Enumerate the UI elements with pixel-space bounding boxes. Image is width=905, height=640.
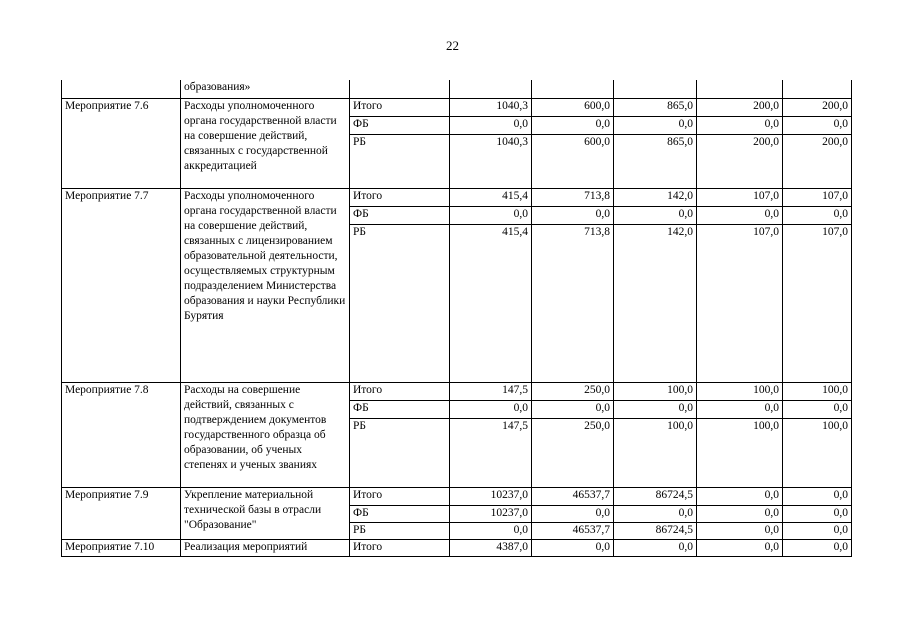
amount-cell: 865,0 xyxy=(614,98,697,116)
amount-cell: 0,0 xyxy=(697,505,783,522)
amount-cell: 0,0 xyxy=(697,522,783,539)
page-number: 22 xyxy=(446,38,459,53)
amount-cell: 713,8 xyxy=(532,188,614,206)
event-name-cell: Расходы уполномоченного органа государственной власти на совершение действий, связанных с государственной аккредитацией xyxy=(181,98,350,188)
amount-cell: 0,0 xyxy=(450,206,532,224)
amount-cell: 0,0 xyxy=(697,539,783,556)
amount-cell: 0,0 xyxy=(450,116,532,134)
amount-cell: 1040,3 xyxy=(450,134,532,188)
funding-source-cell: Итого xyxy=(350,539,450,556)
table-row xyxy=(62,487,852,505)
amount-cell: 142,0 xyxy=(614,188,697,206)
funding-source-cell: Итого xyxy=(350,188,450,206)
amount-cell: 0,0 xyxy=(697,487,783,505)
amount-cell: 100,0 xyxy=(783,382,852,400)
amount-cell: 0,0 xyxy=(614,539,697,556)
value-cell xyxy=(614,80,697,98)
amount-cell: 0,0 xyxy=(783,522,852,539)
amount-cell: 0,0 xyxy=(614,505,697,522)
amount-cell: 0,0 xyxy=(450,400,532,418)
amount-cell: 865,0 xyxy=(614,134,697,188)
amount-cell: 0,0 xyxy=(783,116,852,134)
amount-cell: 415,4 xyxy=(450,224,532,382)
amount-cell: 0,0 xyxy=(783,539,852,556)
event-cell xyxy=(62,80,181,98)
amount-cell: 0,0 xyxy=(697,400,783,418)
amount-cell: 10237,0 xyxy=(450,487,532,505)
amount-cell: 0,0 xyxy=(532,400,614,418)
funding-source-cell: РБ xyxy=(350,418,450,487)
source-cell xyxy=(350,80,450,98)
table-row xyxy=(62,382,852,400)
event-id-cell: Мероприятие 7.9 xyxy=(62,487,181,539)
amount-cell: 0,0 xyxy=(697,116,783,134)
amount-cell: 200,0 xyxy=(783,134,852,188)
amount-cell: 0,0 xyxy=(532,206,614,224)
event-name-cell: Расходы на совершение действий, связанных с подтверждением документов государственного образца об образовании, об ученых степенях и ученых званиях xyxy=(181,382,350,487)
amount-cell: 142,0 xyxy=(614,224,697,382)
amount-cell: 107,0 xyxy=(783,188,852,206)
funding-source-cell: ФБ xyxy=(350,116,450,134)
value-cell xyxy=(450,80,532,98)
amount-cell: 200,0 xyxy=(697,134,783,188)
amount-cell: 100,0 xyxy=(697,418,783,487)
amount-cell: 200,0 xyxy=(697,98,783,116)
funding-source-cell: Итого xyxy=(350,98,450,116)
table-row-continuation xyxy=(62,80,852,98)
value-cell xyxy=(532,80,614,98)
amount-cell: 0,0 xyxy=(697,206,783,224)
amount-cell: 0,0 xyxy=(783,400,852,418)
program-funding-table xyxy=(61,80,852,557)
amount-cell: 86724,5 xyxy=(614,487,697,505)
funding-source-cell: ФБ xyxy=(350,206,450,224)
event-id-cell: Мероприятие 7.10 xyxy=(62,539,181,556)
funding-source-cell: Итого xyxy=(350,487,450,505)
funding-source-cell: ФБ xyxy=(350,505,450,522)
amount-cell: 0,0 xyxy=(532,539,614,556)
amount-cell: 0,0 xyxy=(450,522,532,539)
table-row xyxy=(62,98,852,116)
amount-cell: 4387,0 xyxy=(450,539,532,556)
funding-source-cell: РБ xyxy=(350,522,450,539)
funding-source-cell: Итого xyxy=(350,382,450,400)
amount-cell: 600,0 xyxy=(532,134,614,188)
amount-cell: 0,0 xyxy=(614,116,697,134)
amount-cell: 713,8 xyxy=(532,224,614,382)
amount-cell: 0,0 xyxy=(783,487,852,505)
amount-cell: 250,0 xyxy=(532,382,614,400)
event-id-cell: Мероприятие 7.8 xyxy=(62,382,181,487)
event-id-cell: Мероприятие 7.6 xyxy=(62,98,181,188)
amount-cell: 86724,5 xyxy=(614,522,697,539)
event-id-cell: Мероприятие 7.7 xyxy=(62,188,181,382)
amount-cell: 147,5 xyxy=(450,418,532,487)
amount-cell: 100,0 xyxy=(783,418,852,487)
funding-source-cell: РБ xyxy=(350,134,450,188)
table-row xyxy=(62,188,852,206)
amount-cell: 415,4 xyxy=(450,188,532,206)
amount-cell: 100,0 xyxy=(614,382,697,400)
value-cell xyxy=(783,80,852,98)
value-cell xyxy=(697,80,783,98)
amount-cell: 0,0 xyxy=(614,206,697,224)
funding-source-cell: ФБ xyxy=(350,400,450,418)
amount-cell: 10237,0 xyxy=(450,505,532,522)
amount-cell: 100,0 xyxy=(697,382,783,400)
table-row xyxy=(62,539,852,556)
amount-cell: 46537,7 xyxy=(532,522,614,539)
event-name-cell: Расходы уполномоченного органа государственной власти на совершение действий, связанных с лицензированием образовательной деятельности, осуществляемых структурным подразделением Министерства образования и науки Республики Бурятия xyxy=(181,188,350,382)
event-name-cell: Укрепление материальной технической базы в отрасли "Образование" xyxy=(181,487,350,539)
amount-cell: 1040,3 xyxy=(450,98,532,116)
amount-cell: 0,0 xyxy=(783,505,852,522)
amount-cell: 0,0 xyxy=(532,116,614,134)
amount-cell: 600,0 xyxy=(532,98,614,116)
amount-cell: 107,0 xyxy=(697,188,783,206)
amount-cell: 0,0 xyxy=(783,206,852,224)
amount-cell: 0,0 xyxy=(614,400,697,418)
amount-cell: 46537,7 xyxy=(532,487,614,505)
amount-cell: 107,0 xyxy=(783,224,852,382)
amount-cell: 250,0 xyxy=(532,418,614,487)
name-cell: образования» xyxy=(181,80,350,98)
amount-cell: 100,0 xyxy=(614,418,697,487)
amount-cell: 147,5 xyxy=(450,382,532,400)
amount-cell: 107,0 xyxy=(697,224,783,382)
amount-cell: 200,0 xyxy=(783,98,852,116)
amount-cell: 0,0 xyxy=(532,505,614,522)
table-body xyxy=(62,80,852,556)
event-name-cell: Реализация мероприятий xyxy=(181,539,350,556)
funding-source-cell: РБ xyxy=(350,224,450,382)
